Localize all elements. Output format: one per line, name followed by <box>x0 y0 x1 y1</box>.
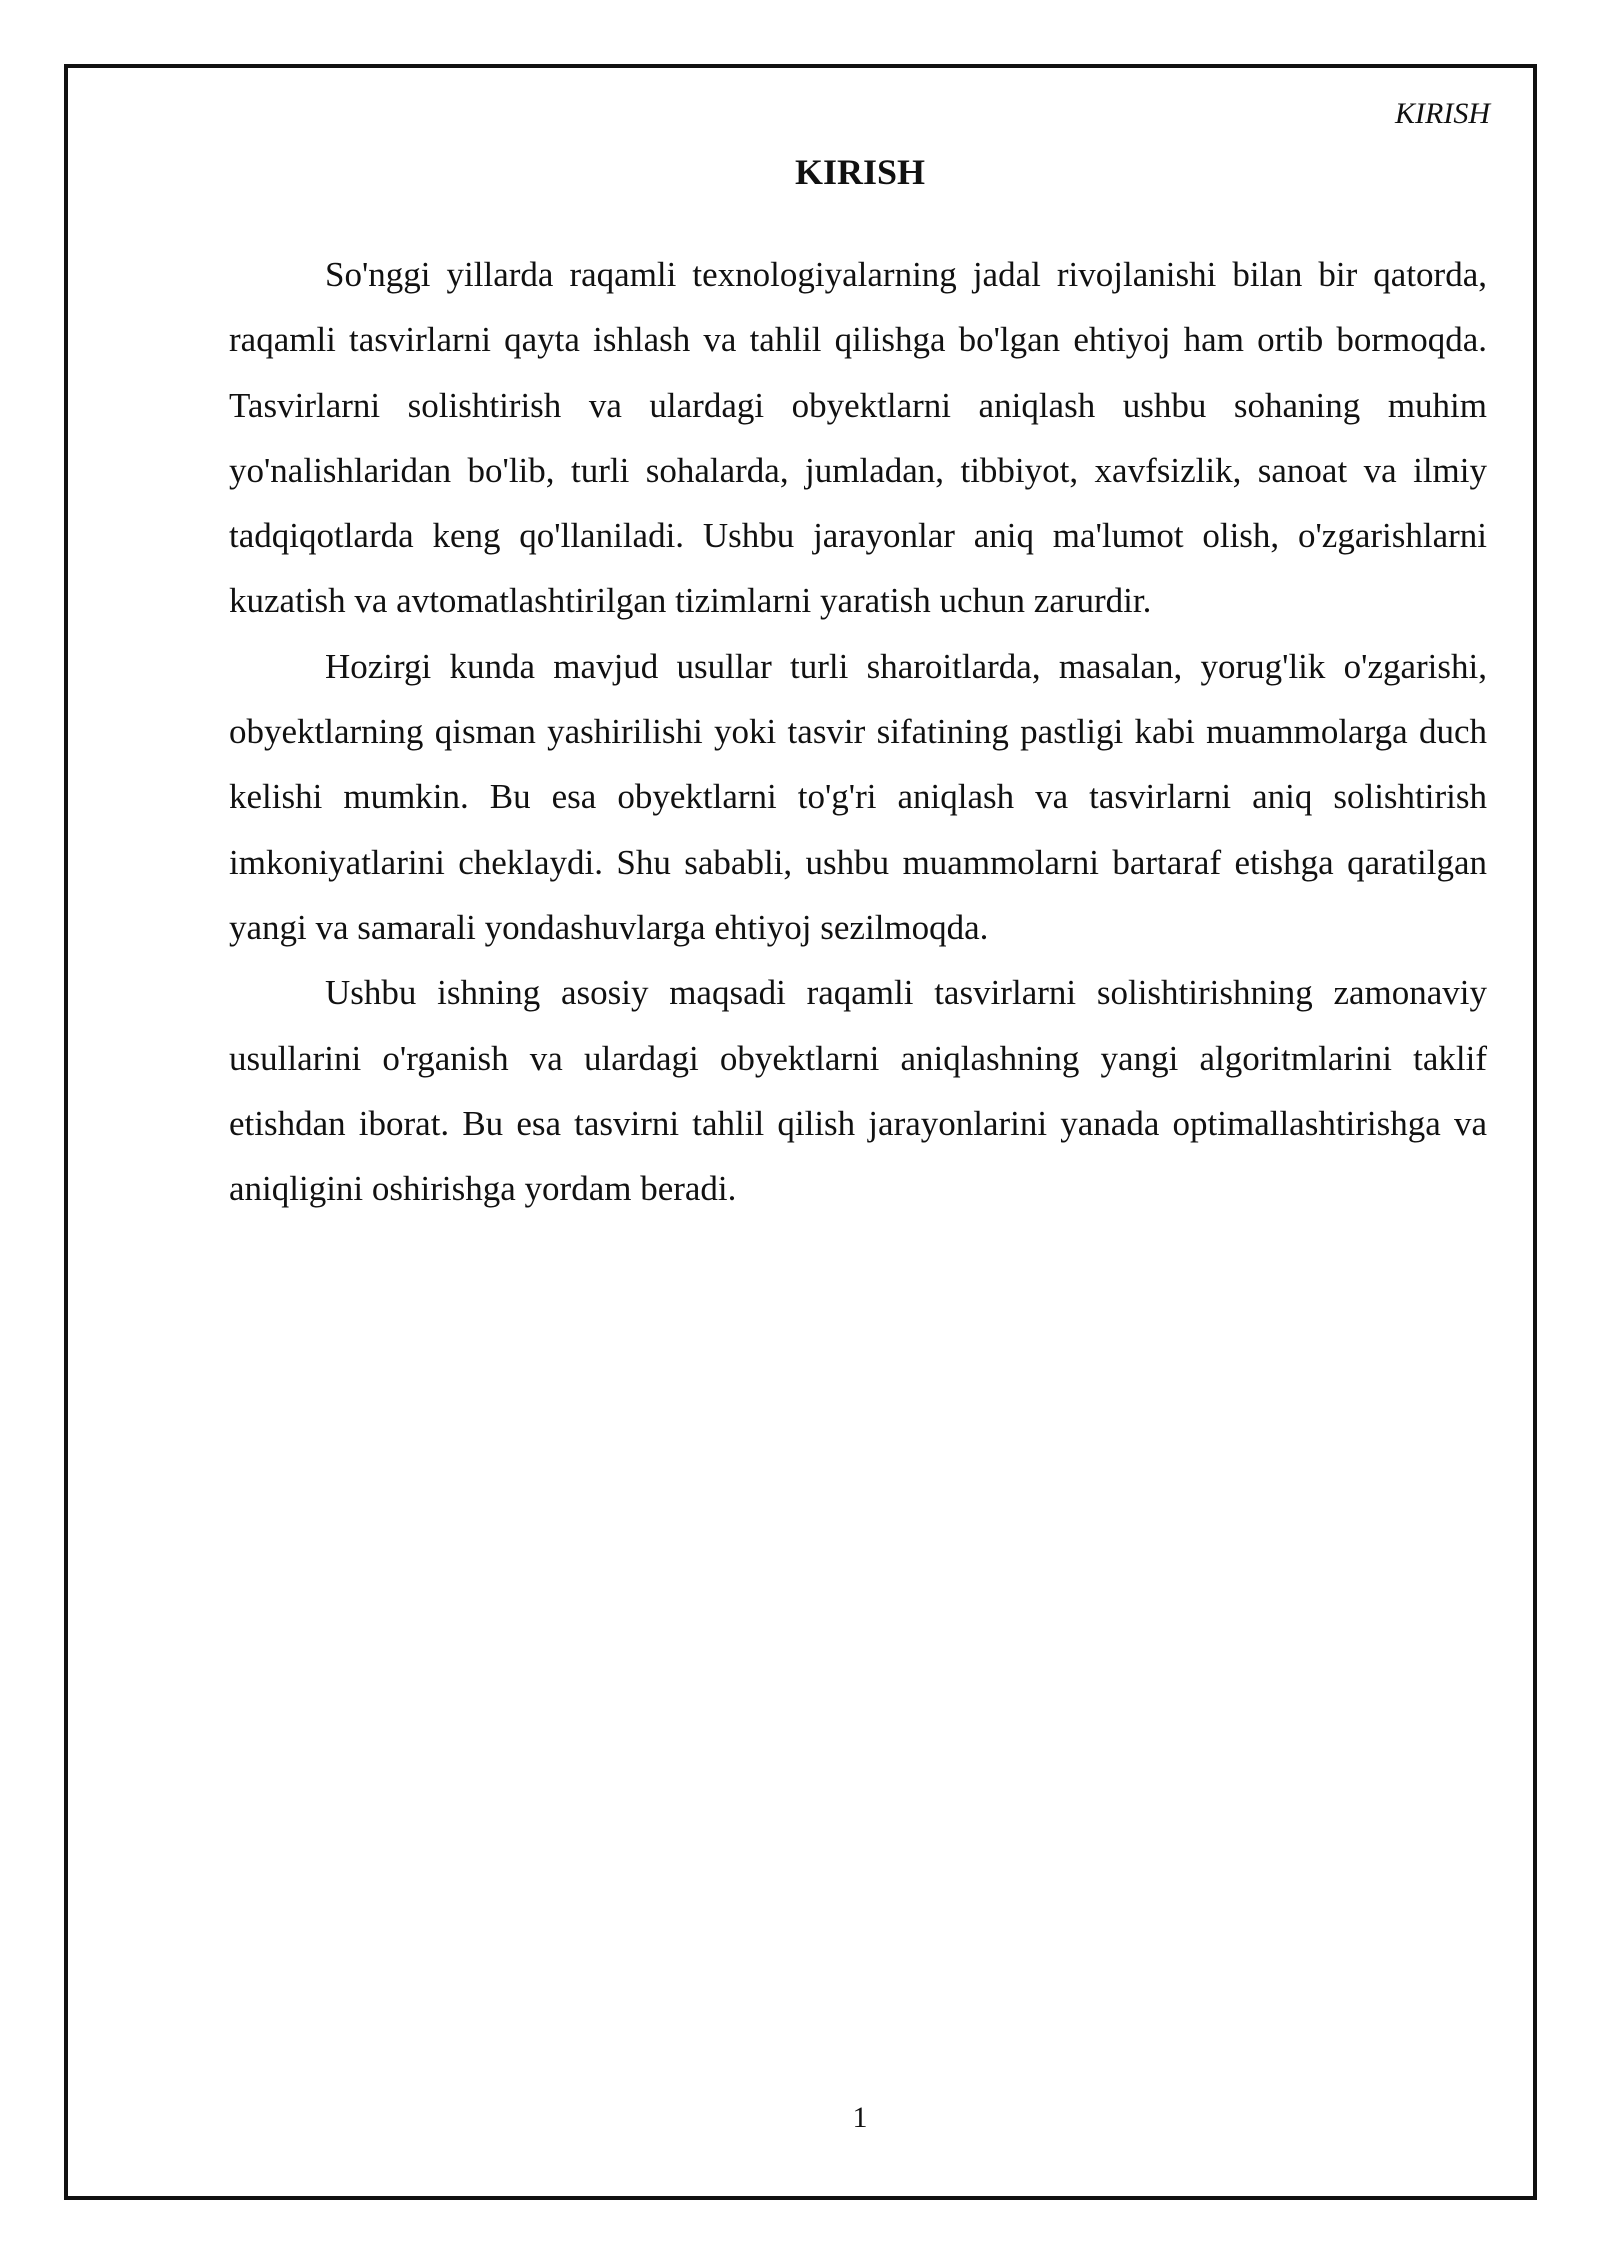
running-header: KIRISH <box>1395 97 1490 130</box>
body-text <box>229 242 1487 1221</box>
paragraph-2: Hozirgi kunda mavjud usullar turli sharoitlarda, masalan, yorug'lik o'zgarishi, obyektlarning qisman yashirilishi yoki tasvir sifatining pastligi kabi muammolarga duch kelishi mumkin. Bu esa obyektlarni to'g'ri aniqlash va tasvirlarni aniq solishtirish imkoniyatlarini cheklaydi. Shu sababli, ushbu muammolarni bartaraf etishga qaratilgan yangi va samarali yondashuvlarga ehtiyoj sezilmoqda. <box>229 646 1487 947</box>
paragraph-1: So'nggi yillarda raqamli texnologiyalarning jadal rivojlanishi bilan bir qatorda, raqamli tasvirlarni qayta ishlash va tahlil qilishga bo'lgan ehtiyoj ham ortib bormoqda. Tasvirlarni solishtirish va ulardagi obyektlarni aniqlash ushbu sohaning muhim yo'nalishlaridan bo'lib, turli sohalarda, jumladan, tibbiyot, xavfsizlik, sanoat va ilmiy tadqiqotlarda keng qo'llaniladi. Ushbu jarayonlar aniq ma'lumot olish, o'zgarishlarni kuzatish va avtomatlashtirilgan tizimlarni yaratish uchun zarurdir. <box>229 255 1487 621</box>
page-number: 1 <box>852 2101 868 2134</box>
paragraph-3: Ushbu ishning asosiy maqsadi raqamli tasvirlarni solishtirishning zamonaviy usullarini o'rganish va ulardagi obyektlarni aniqlashning yangi algoritmlarini taklif etishdan iborat. Bu esa tasvirni tahlil qilish jarayonlarini yanada optimallashtirishga va aniqligini oshirishga yordam beradi. <box>229 973 1487 1209</box>
chapter-title: KIRISH <box>794 152 926 192</box>
